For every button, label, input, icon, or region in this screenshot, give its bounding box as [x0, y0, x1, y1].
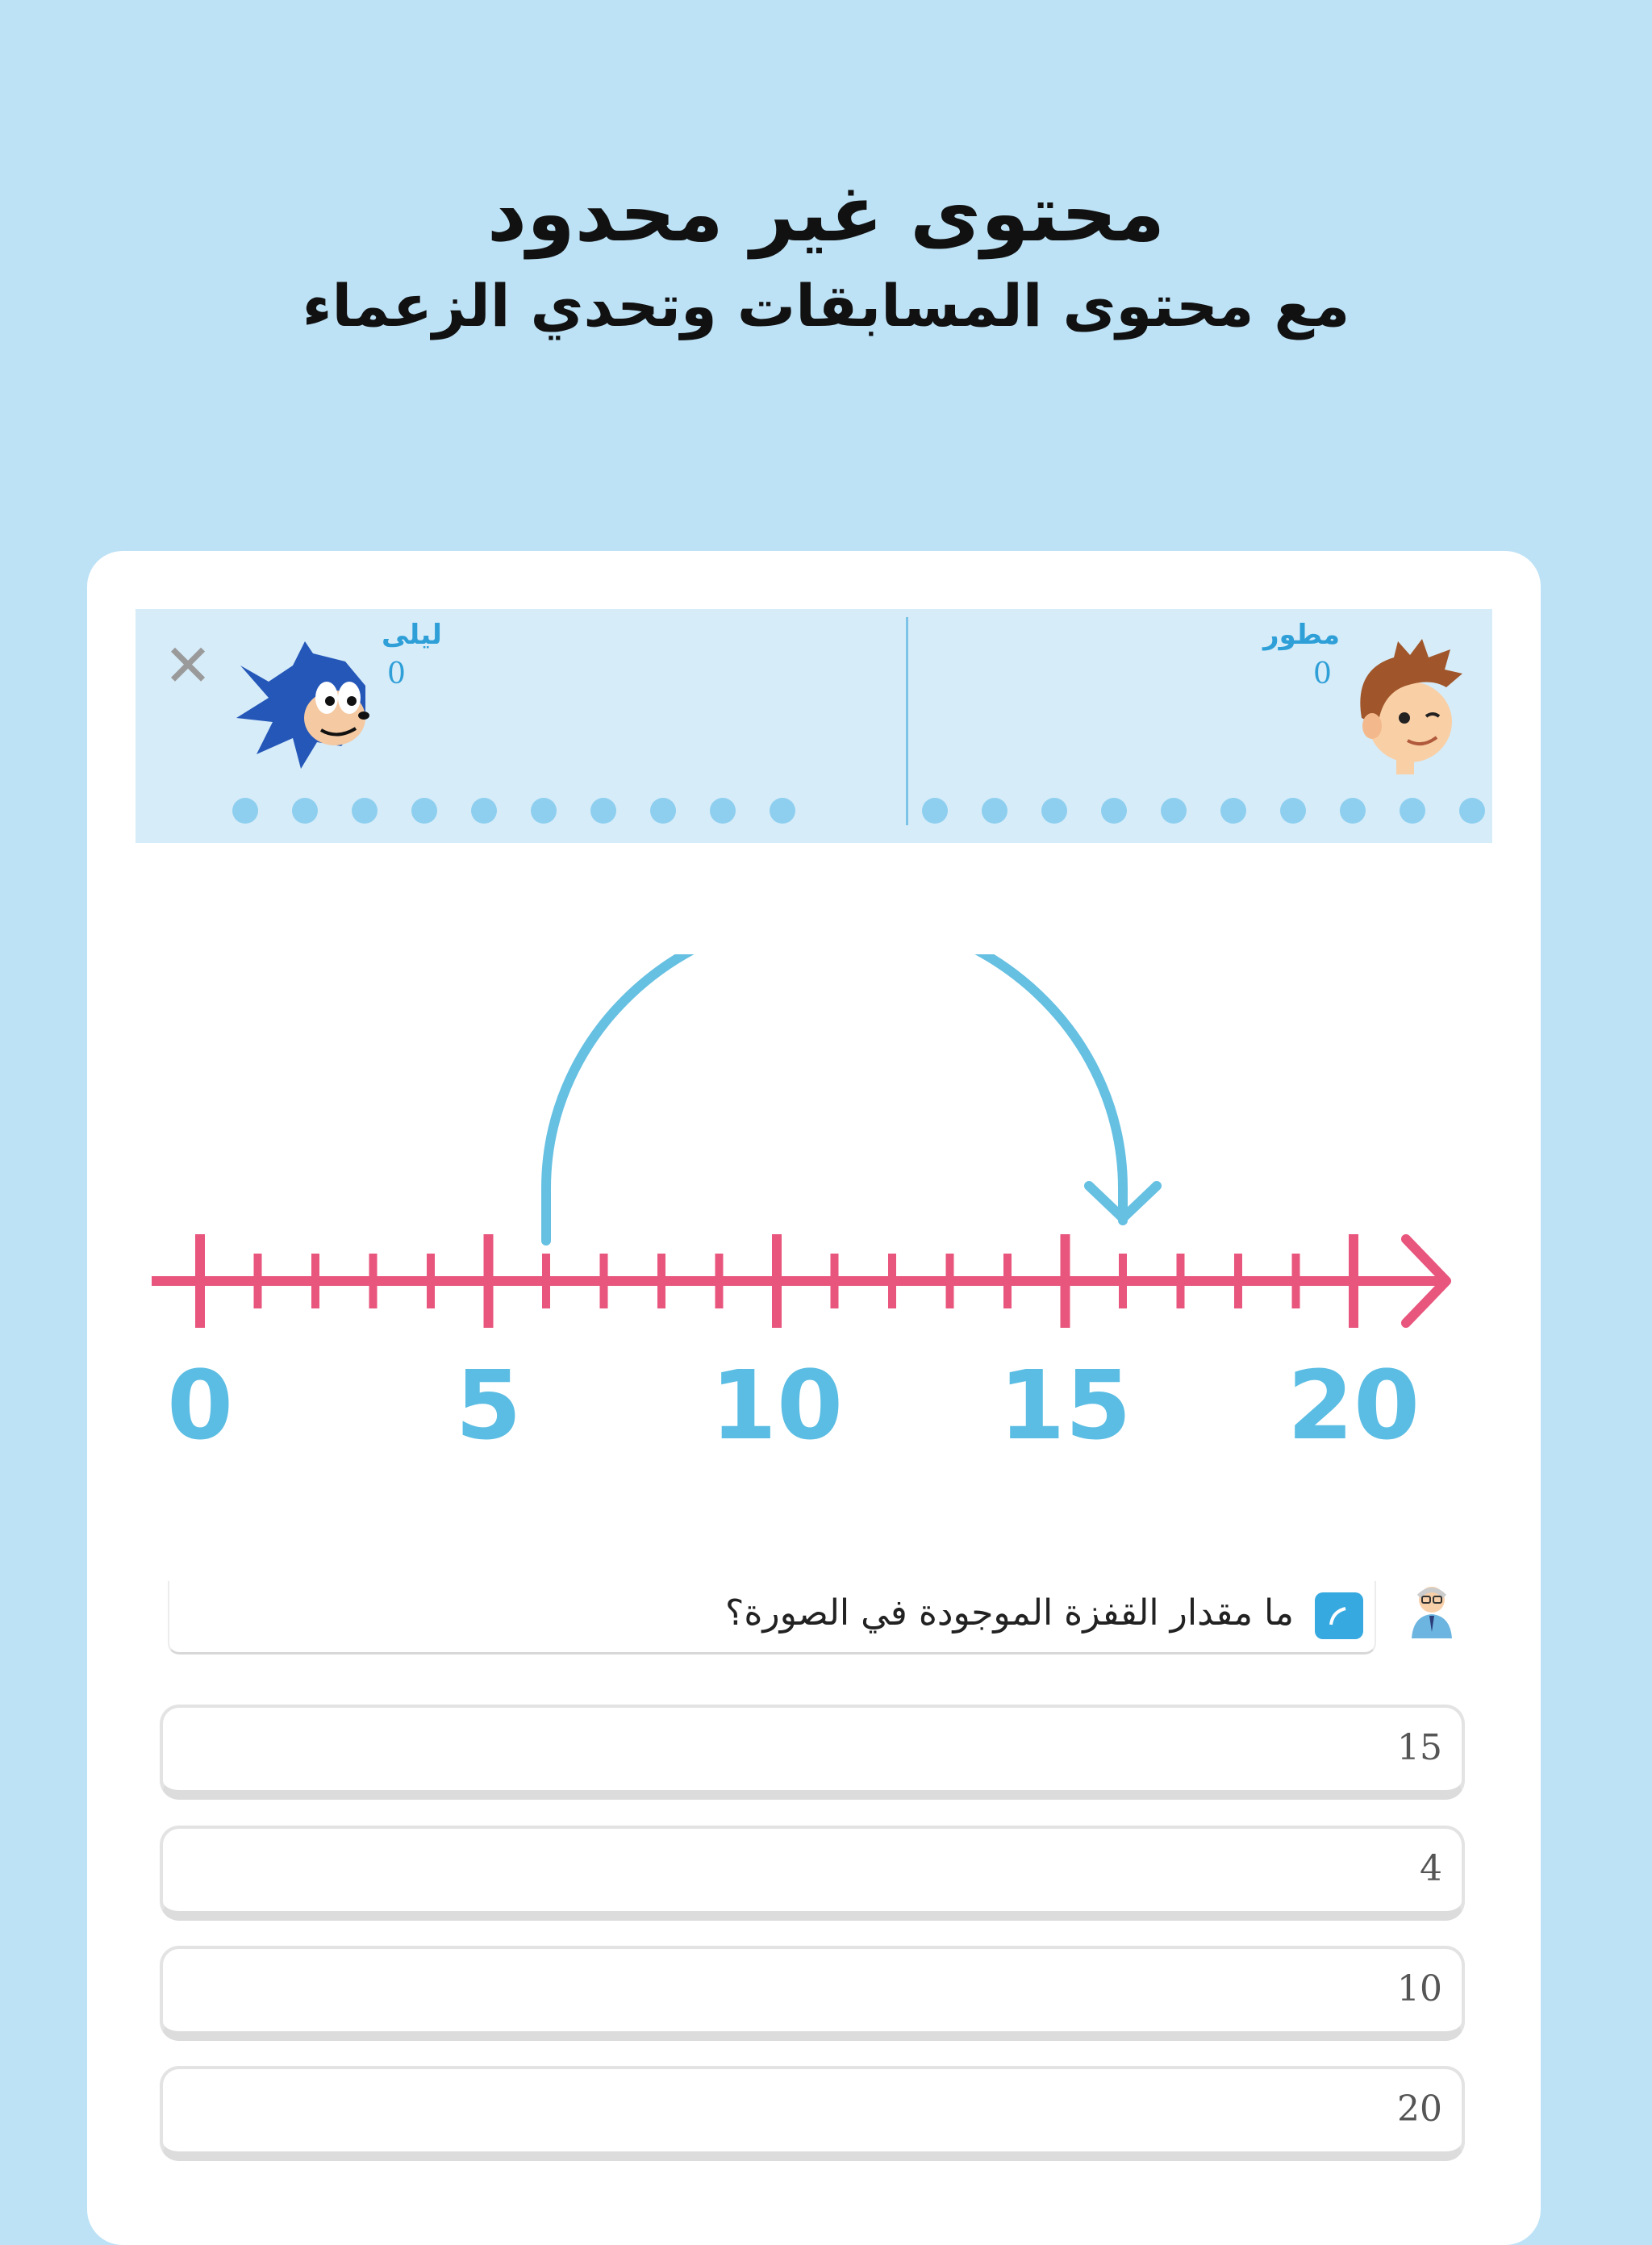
progress-dot	[590, 798, 616, 824]
progress-dot	[922, 798, 948, 824]
progress-dot	[1459, 798, 1485, 824]
tick-label: 15	[999, 1350, 1132, 1461]
progress-dot	[1340, 798, 1366, 824]
progress-dot	[1041, 798, 1067, 824]
question-timer-icon	[1315, 1592, 1363, 1639]
progress-dot	[232, 798, 258, 824]
progress-dot	[650, 798, 676, 824]
progress-dot	[531, 798, 557, 824]
quiz-card	[87, 551, 1541, 2245]
player-name-right: مطور	[1263, 619, 1341, 651]
answer-value: 4	[1420, 1848, 1442, 1889]
progress-dot	[1161, 798, 1187, 824]
answer-option-4[interactable]	[160, 2066, 1465, 2161]
progress-dot	[710, 798, 736, 824]
progress-dot	[982, 798, 1007, 824]
number-line-illustration	[152, 954, 1475, 1535]
progress-dot	[352, 798, 378, 824]
answer-value: 15	[1397, 1727, 1442, 1768]
progress-dots-left	[232, 798, 795, 824]
tick-label: 10	[710, 1350, 844, 1461]
progress-dot	[1220, 798, 1246, 824]
answer-option-3[interactable]	[160, 1946, 1465, 2041]
close-button[interactable]: ✕	[163, 632, 213, 699]
progress-dot	[770, 798, 795, 824]
player-name-left: ليلى	[382, 619, 442, 651]
answer-value: 20	[1397, 2089, 1442, 2130]
progress-dots-right	[922, 798, 1485, 824]
player-score-right: 0	[1313, 657, 1332, 691]
progress-dot	[411, 798, 437, 824]
tick-label: 0	[166, 1350, 234, 1461]
question-text: ما مقدار القفزة الموجودة في الصورة؟	[724, 1592, 1294, 1634]
question-box	[168, 1581, 1376, 1655]
progress-dot	[1280, 798, 1306, 824]
hedgehog-avatar-icon	[236, 641, 373, 770]
answer-option-1[interactable]	[160, 1705, 1465, 1800]
player-score-left: 0	[387, 657, 406, 691]
tick-label: 20	[1287, 1350, 1420, 1461]
jump-arc	[546, 954, 1123, 1241]
progress-dot	[471, 798, 497, 824]
page-title: محتوى غير محدود	[486, 169, 1166, 259]
answer-option-2[interactable]	[160, 1826, 1465, 1921]
teacher-icon	[1404, 1582, 1460, 1638]
headline	[0, 165, 1652, 346]
answer-value: 10	[1397, 1968, 1442, 2009]
tick-label: 5	[455, 1350, 522, 1461]
score-bar	[136, 609, 1492, 843]
page-subtitle: مع محتوى المسابقات وتحدي الزعماء	[302, 272, 1350, 340]
progress-dot	[292, 798, 318, 824]
progress-dot	[1400, 798, 1425, 824]
players-divider	[906, 617, 908, 825]
boy-avatar-icon	[1350, 637, 1462, 778]
progress-dot	[1101, 798, 1127, 824]
